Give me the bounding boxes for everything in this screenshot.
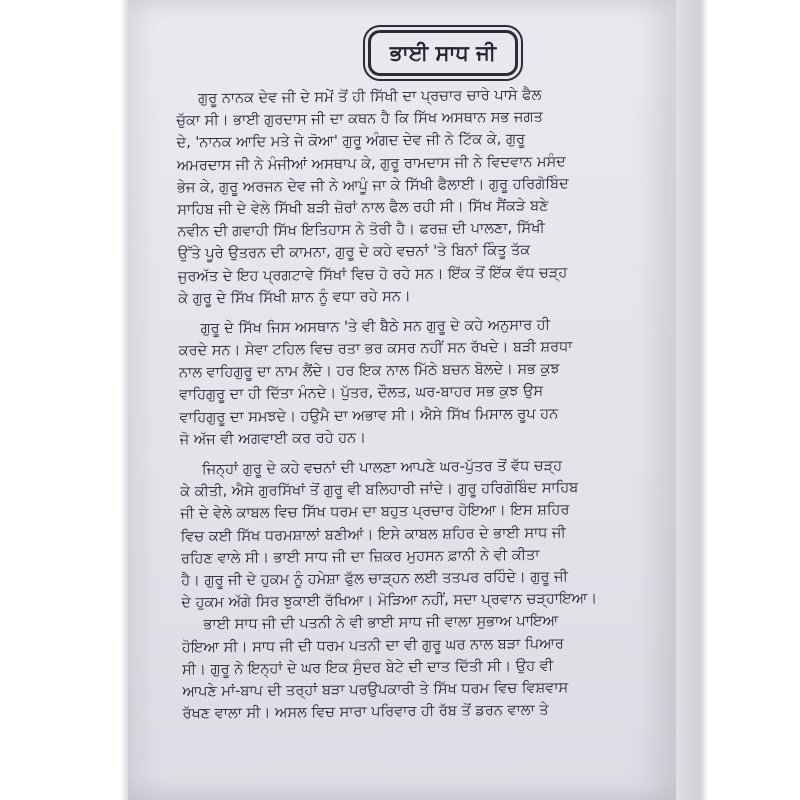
paragraph-1 — [176, 83, 656, 310]
text-line: ਹੋਇਆ ਸੀ। ਸਾਧ ਜੀ ਦੀ ਧਰਮ ਪਤਨੀ ਦਾ ਵੀ ਗੁਰੂ ਘਰ ਨਾਲ ਬੜਾ ਪਿਆਰ — [181, 635, 564, 656]
text-line: ਜੋ ਅੱਜ ਵੀ ਅਗਵਾਈ ਕਰ ਰਹੇ ਹਨ। — [179, 429, 367, 448]
text-line: ਕਰਦੇ ਸਨ। ਸੇਵਾ ਟਹਿਲ ਵਿਚ ਰਤਾ ਭਰ ਕਸਰ ਨਹੀਂ ਸਨ ਰੱਖਦੇ। ਬੜੀ ਸ਼ਰਧਾ — [178, 338, 573, 360]
paragraph-4 — [182, 609, 661, 725]
chapter-title-box — [368, 30, 518, 76]
text-line: ਗੁਰੂ ਦੇ ਸਿੱਖ ਜਿਸ ਅਸਥਾਨ 'ਤੇ ਵੀ ਬੈਠੇ ਸਨ ਗੁਰੂ ਦੇ ਕਹੇ ਅਨੁਸਾਰ ਹੀ — [200, 316, 551, 337]
paragraph-3 — [180, 454, 660, 614]
text-line: ਆਪਣੇ ਮਾਂ-ਬਾਪ ਦੀ ਤਰ੍ਹਾਂ ਬੜਾ ਪਰਉਪਕਾਰੀ ਤੇ ਸਿੱਖ ਧਰਮ ਵਿਚ ਵਿਸ਼ਵਾਸ — [182, 679, 569, 700]
text-line: ਜਿਨ੍ਹਾਂ ਗੁਰੂ ਦੇ ਕਹੇ ਵਚਨਾਂ ਦੀ ਪਾਲਣਾ ਆਪਣੇ ਘਰ-ਪੁੱਤਰ ਤੋਂ ਵੱਧ ਚੜ੍ਹ — [201, 457, 563, 478]
text-line: ਜੁਰਅੱਤ ਦੇ ਇਹ ਪ੍ਰਗਟਾਵੇ ਸਿੱਖਾਂ ਵਿਚ ਹੋ ਰਹੇ ਸਨ। ਇੱਕ ਤੋਂ ਇੱਕ ਵੱਧ ਚੜ੍ਹ — [177, 264, 568, 285]
text-line: ਨਾਲ ਵਾਹਿਗੁਰੂ ਦਾ ਨਾਮ ਲੈਂਦੇ। ਹਰ ਇਕ ਨਾਲ ਮਿੱਠੇ ਬਚਨ ਬੋਲਦੇ। ਸਭ ਕੁਝ — [178, 361, 560, 382]
chapter-title: ਭਾਈ ਸਾਧ ਜੀ — [389, 40, 497, 65]
text-line: ਭਾਈ ਸਾਧ ਜੀ ਦੀ ਪਤਨੀ ਨੇ ਵੀ ਭਾਈ ਸਾਧ ਜੀ ਵਾਲਾ ਸੁਭਾਅ ਪਾਇਆ — [203, 613, 559, 634]
body-text — [176, 83, 661, 725]
text-line: ਵਿਚ ਕਈ ਸਿੱਖ ਧਰਮਸ਼ਾਲਾਂ ਬਣੀਆਂ। ਇਸੇ ਕਾਬਲ ਸ਼ਹਿਰ ਦੇ ਭਾਈ ਸਾਧ ਜੀ — [180, 524, 566, 545]
text-line: ਸਾਹਿਬ ਜੀ ਦੇ ਵੇਲੇ ਸਿੱਖੀ ਬੜੀ ਜ਼ੋਰਾਂ ਨਾਲ ਫੈਲ ਰਹੀ ਸੀ। ਸਿੱਖ ਸੈਂਕੜੇ ਬਣੇ — [177, 198, 549, 218]
text-line: ਵਾਹਿਗੁਰੂ ਦਾ ਹੀ ਦਿੱਤਾ ਮੰਨਦੇ। ਪੁੱਤਰ, ਦੌਲਤ, ਘਰ-ਬਾਹਰ ਸਭ ਕੁਝ ਉਸ — [179, 383, 544, 404]
text-line: ਕੇ ਕੀਤੀ, ਐਸੇ ਗੁਰਸਿੱਖਾਂ ਤੋਂ ਗੁਰੂ ਵੀ ਬਲਿਹਾਰੀ ਜਾਂਦੇ। ਗੁਰੂ ਹਰਿਗੋਬਿੰਦ ਸਾਹਿਬ — [180, 479, 579, 501]
text-line: ਹੈ। ਗੁਰੂ ਜੀ ਦੇ ਹੁਕਮ ਨੂੰ ਹਮੇਸ਼ਾ ਫੁੱਲ ਚਾੜ੍ਹਨ ਲਈ ਤਤਪਰ ਰਹਿੰਦੇ। ਗੁਰੂ ਜੀ — [181, 568, 568, 589]
text-line: ਰੱਖਣ ਵਾਲਾ ਸੀ। ਅਸਲ ਵਿਚ ਸਾਰਾ ਪਰਿਵਾਰ ਹੀ ਰੱਬ ਤੋਂ ਡਰਨ ਵਾਲਾ ਤੇ — [182, 702, 549, 723]
text-line: ਕੇ ਗੁਰੂ ਦੇ ਸਿੱਖ ਸਿੱਖੀ ਸ਼ਾਨ ਨੂੰ ਵਧਾ ਰਹੇ ਸਨ। — [178, 288, 411, 307]
text-line: ਦੇ ਹੁਕਮ ਅੱਗੇ ਸਿਰ ਝੁਕਾਈ ਰੱਖਿਆ। ਮੋੜਿਆ ਨਹੀਂ, ਸਦਾ ਪ੍ਰਵਾਨ ਚੜ੍ਹਾਇਆ। — [181, 590, 598, 612]
text-line: ਸੀ। ਗੁਰੂ ਨੇ ਇਨ੍ਹਾਂ ਦੇ ਘਰ ਇਕ ਸੁੰਦਰ ਬੇਟੇ ਦੀ ਦਾਤ ਦਿੱਤੀ ਸੀ। ਉਹ ਵੀ — [182, 657, 554, 678]
text-line: ਅਮਰਦਾਸ ਜੀ ਨੇ ਮੰਜੀਆਂ ਅਸਥਾਪ ਕੇ, ਗੁਰੂ ਰਾਮਦਾਸ ਜੀ ਨੇ ਵਿਦਵਾਨ ਮਸੰਦ — [176, 153, 566, 174]
text-line: ਦੇ, 'ਨਾਨਕ ਆਦਿ ਮਤੇ ਜੇ ਕੋਆ' ਗੁਰੂ ਅੰਗਦ ਦੇਵ ਜੀ ਨੇ ਟਿੱਕ ਕੇ, ਗੁਰੂ — [176, 131, 526, 152]
text-line: ਉੱਤੇ ਪੂਰੇ ਉਤਰਨ ਦੀ ਕਾਮਨਾ, ਗੁਰੂ ਦੇ ਕਹੇ ਵਚਨਾਂ 'ਤੇ ਬਿਨਾਂ ਕਿੰਤੂ ਤੱਕ — [177, 242, 531, 263]
text-line: ਗੁਰੂ ਨਾਨਕ ਦੇਵ ਜੀ ਦੇ ਸਮੇਂ ਤੋਂ ਹੀ ਸਿੱਖੀ ਦਾ ਪ੍ਰਚਾਰ ਚਾਰੇ ਪਾਸੇ ਫੈਲ — [198, 87, 542, 107]
text-line: ਵਾਹਿਗੁਰੂ ਦਾ ਸਮਝਦੇ। ਹਉਮੈ ਦਾ ਅਭਾਵ ਸੀ। ਐਸੇ ਸਿੱਖ ਮਿਸਾਲ ਰੂਪ ਹਨ — [179, 405, 559, 426]
text-line: ਨਵੀਨ ਦੀ ਗਵਾਹੀ ਸਿੱਖ ਇਤਿਹਾਸ ਨੇ ਤੋਰੀ ਹੈ। ਫਰਜ਼ ਦੀ ਪਾਲਣਾ, ਸਿੱਖੀ — [177, 220, 545, 241]
text-line: ਜੀ ਦੇ ਵੇਲੇ ਕਾਬਲ ਵਿਚ ਸਿੱਖ ਧਰਮ ਦਾ ਬਹੁਤ ਪ੍ਰਚਾਰ ਹੋਇਆ। ਇਸ ਸ਼ਹਿਰ — [180, 502, 570, 523]
text-line: ਰਹਿਣ ਵਾਲੇ ਸੀ। ਭਾਈ ਸਾਧ ਜੀ ਦਾ ਜ਼ਿਕਰ ਮੁਹਸਨ ਫ਼ਾਨੀ ਨੇ ਵੀ ਕੀਤਾ — [180, 546, 540, 567]
text-line: ਚੁੱਕਾ ਸੀ। ਭਾਈ ਗੁਰਦਾਸ ਜੀ ਦਾ ਕਥਨ ਹੈ ਕਿ ਸਿੱਖ ਅਸਥਾਨ ਸਭ ਜਗਤ — [176, 109, 543, 130]
book-page — [128, 0, 676, 800]
paragraph-2 — [178, 313, 657, 451]
text-line: ਭੇਜ ਕੇ, ਗੁਰੂ ਅਰਜਨ ਦੇਵ ਜੀ ਨੇ ਆਪੂੰ ਜਾ ਕੇ ਸਿੱਖੀ ਫੈਲਾਈ। ਗੁਰੂ ਹਰਿਗੋਬਿੰਦ — [176, 175, 569, 196]
